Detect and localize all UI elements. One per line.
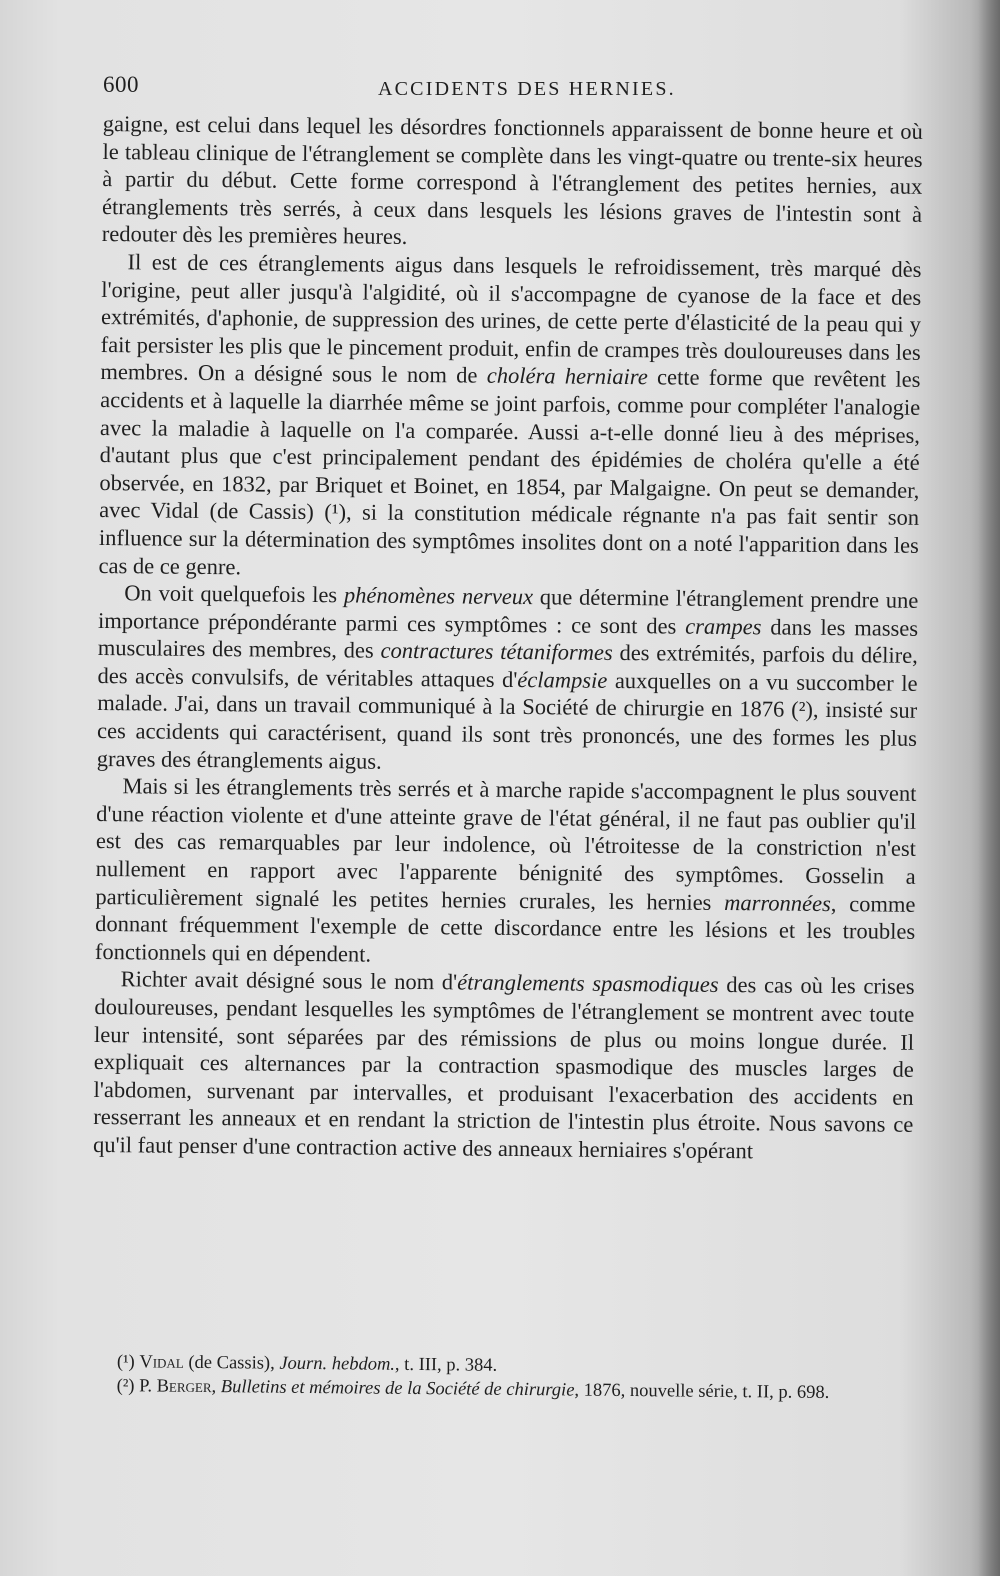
paragraph-3-text-d: des extrémités, parfois du délire, des accès convulsifs, de véritables attaques d': [97, 640, 918, 692]
footnote-1-journal: Journ. hebdom.: [279, 1353, 396, 1375]
paragraph-3-text-e: auxquelles on a vu succomber le malade. J'ai, dans un travail communiqué à la Société de chirurgie en 1876: [97, 667, 918, 723]
paragraph-2: [98, 248, 921, 587]
page-header: [103, 72, 933, 112]
footnote-1-text-b: , t. III, p. 384.: [394, 1354, 498, 1376]
footnote-2-journal: Bulletins et mémoires de la Société de chirurgie: [220, 1377, 575, 1401]
paragraph-1-text: gaigne, est celui dans lequel les désordres fonctionnels apparaissent de bonne heure et où le tableau clinique de l'étranglement se complète dans les vingt-quatre ou trente-six heures à partir du début. Cette forme correspond à l'étranglement des petites hernies, aux étranglements très serrés, à ceux dans lesquels les lésions graves de l'intestin sont à redouter dès les premières heures.: [101, 110, 923, 250]
running-head: ACCIDENTS DES HERNIES.: [378, 78, 676, 100]
paragraph-4: [95, 772, 917, 973]
paragraph-5-text-b: des cas où les crises douloureuses, pendant lesquelles les symptômes de l'étranglement se montrent avec toute leur intensité, sont séparées par des rémissions de plus ou moins longue durée. Il expliquait ces alternances par la contraction spasmodique des muscles larges de l'abdomen, survenant par intervalles, et produisant l'exacerbation des accidents en resserrant les anneaux et en rendant la striction de l'intestin plus étroite. Nous savons ce qu'il faut penser d'une contraction active des anneaux herniaires s'opérant: [92, 972, 915, 1164]
paragraph-4-text-a: Mais si les étranglements très serrés et à marche rapide s'accompagnent le plus souvent d'une réaction violente et d'une atteinte grave de l'état général, il ne faut pas oublier qu'il est des cas remarquables par leur indolence, où l'étroitesse de la constriction n'est nullement en rapport avec l'apparente bénignité des symptômes. Gosselin a particulièrement signalé les petites hernies crurales, les hernies: [95, 773, 917, 915]
footnote-2-text-b: , 1876, nouvelle série, t. II, p. 698.: [574, 1380, 830, 1403]
paragraph-3-italic-3: contractures tétaniformes: [380, 637, 613, 666]
paragraph-4-italic: marronnées: [724, 889, 831, 916]
paragraph-2-italic: choléra herniaire: [486, 363, 648, 390]
footnote-2-author: Berger: [156, 1376, 212, 1398]
paragraph-5: [93, 965, 915, 1166]
paragraph-1: [102, 110, 923, 256]
page-number: 600: [103, 72, 139, 97]
footnote-ref-2: (²): [791, 697, 814, 723]
paragraph-2-text-c: , si la constitution médicale régnante n'a pas fait sentir son influence sur la détermination des symptômes insolites dont on a noté l'apparition dans les cas de ce genre.: [98, 499, 920, 579]
footnote-2-mark: (²) P.: [116, 1376, 157, 1397]
footnote-2-text-a: ,: [211, 1377, 221, 1398]
paragraph-3-text-f: , insisté sur ces accidents qui caractérisent, quand ils sont très prononcés, une des formes les plus graves des étranglements aigus.: [96, 697, 918, 774]
paragraph-5-text-a: Richter avait désigné sous le nom d': [120, 966, 458, 995]
footnote-1-text-a: (de Cassis),: [183, 1352, 280, 1374]
paragraph-3: [97, 579, 919, 780]
footnote-1-mark: (¹): [116, 1352, 140, 1373]
paragraph-3-text-a: On voit quelquefois les: [124, 580, 345, 608]
paragraph-4-text-b: , comme donnant fréquemment l'exemple de cette discordance entre les lésions et les troubles fonctionnels qui en dépendent.: [94, 890, 916, 967]
footnotes: [103, 1350, 913, 1406]
paragraph-2-text-a: Il est de ces étranglements aigus dans lesquels le refroidissement, très marqué dès l'origine, peut aller jusqu'à l'algidité, où il s'accompagne de cyanose de la face et des extrémités, d'aphonie, de suppression des urines, de cette perte d'élasticité de la peau qui y fait persister les plis que le pincement produit, enfin de crampes très douloureuses dans les membres. On a désigné sous le nom de: [100, 249, 922, 389]
body-text: [93, 110, 923, 1166]
paragraph-3-italic-2: crampes: [685, 613, 762, 640]
footnote-1-author: Vidal: [139, 1352, 184, 1373]
footnote-ref-1: (¹): [324, 499, 347, 525]
paragraph-2-text-b: cette forme que revêtent les accidents et à laquelle la diarrhée même se joint parfois, comme pour compléter l'analogie avec la maladie à laquelle on l'a comparée. Aussi a-t-elle donné lieu à des méprises, d'autant plus que c'est principalement pendant des épidémies de choléra qu'elle a été observée, en 1832, par Briquet et Boinet, en 1854, par Malgaigne. On peut se demander, avec Vidal (de Cassis): [99, 364, 921, 525]
paragraph-3-text-b: que détermine l'étranglement prendre une importance prépondérante parmi ces symptômes : ce sont des: [97, 584, 919, 639]
paragraph-3-italic-4: éclampsie: [517, 666, 608, 693]
page-edge-shadow: [978, 0, 1000, 1576]
paragraph-3-italic-1: phénomènes nerveux: [343, 582, 534, 610]
paragraph-3-text-c: dans les masses musculaires des membres, des: [97, 614, 919, 663]
paragraph-5-italic: étranglements spasmodiques: [457, 969, 719, 998]
